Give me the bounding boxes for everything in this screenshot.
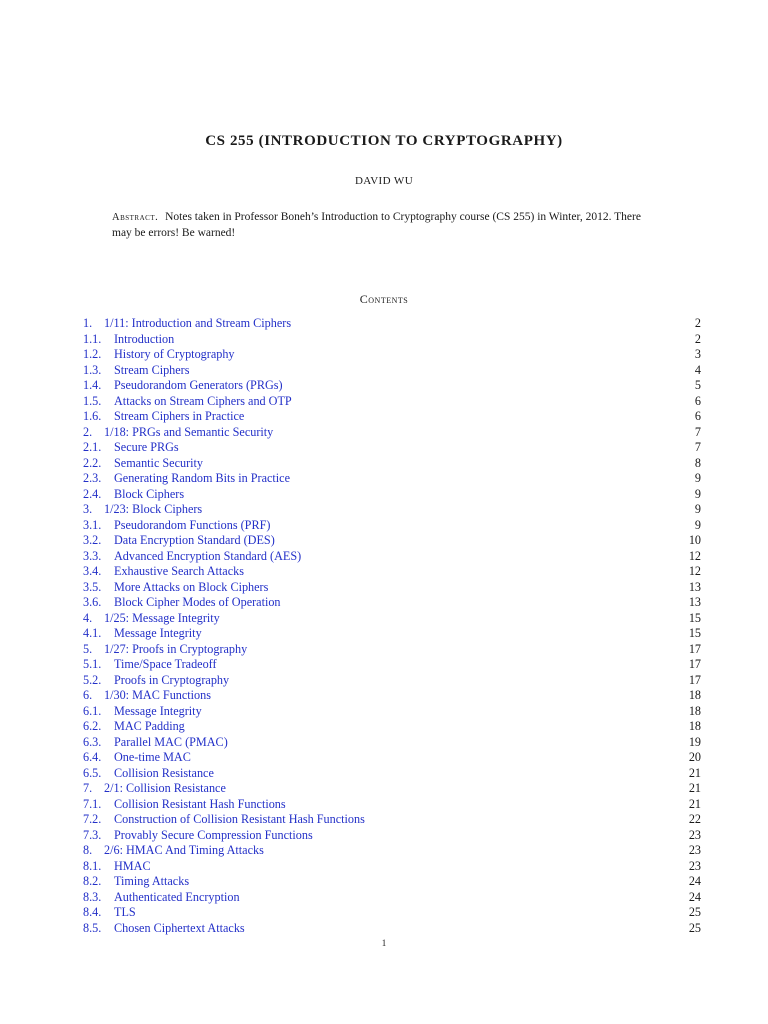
toc-entry (83, 642, 701, 658)
toc-title: One-time MAC (114, 750, 191, 764)
toc-title: 2/1: Collision Resistance (104, 781, 226, 795)
toc-entry (83, 874, 701, 890)
author-name: DAVID WU (354, 175, 414, 187)
toc-page-number: 22 (688, 812, 701, 826)
toc-page-number: 6 (694, 409, 701, 423)
toc-title: 2/6: HMAC And Timing Attacks (104, 843, 264, 857)
toc-number: 7. (83, 781, 93, 795)
toc-link[interactable] (83, 440, 179, 454)
toc-title: Proofs in Cryptography (114, 672, 230, 687)
toc-title: Timing Attacks (114, 874, 190, 888)
toc-link[interactable] (83, 409, 244, 423)
toc-page-number: 4 (694, 362, 701, 377)
toc-link[interactable] (83, 905, 136, 919)
contents-heading: Contents (359, 292, 409, 306)
toc-title: 1/25: Message Integrity (104, 610, 220, 625)
toc-link[interactable] (83, 316, 291, 330)
toc-number: 8.2. (83, 874, 102, 888)
toc-entry (83, 471, 701, 487)
toc-entry (83, 580, 701, 596)
toc-page-number: 18 (688, 719, 701, 733)
toc-page-number: 19 (688, 734, 701, 749)
toc-entry (83, 363, 701, 379)
toc-link[interactable] (83, 766, 214, 780)
toc-number: 1.4. (83, 378, 102, 392)
toc-entry (83, 750, 701, 766)
toc-number: 1.6. (83, 409, 102, 423)
toc-link[interactable] (83, 626, 202, 640)
toc-link[interactable] (83, 874, 189, 888)
toc-page-number: 23 (688, 858, 701, 873)
toc-title: Parallel MAC (PMAC) (114, 734, 228, 749)
toc-entry (83, 518, 701, 534)
toc-title: Generating Random Bits in Practice (114, 471, 290, 485)
toc-link[interactable] (83, 549, 301, 563)
toc-title: Secure PRGs (114, 440, 179, 454)
toc-page-number: 17 (688, 672, 701, 687)
toc-number: 8.3. (83, 889, 102, 904)
toc-entry (83, 425, 701, 441)
toc-link[interactable] (83, 781, 226, 795)
toc-entry (83, 409, 701, 425)
toc-page-number: 25 (688, 920, 701, 935)
toc-entry (83, 316, 701, 332)
toc-page-number: 21 (688, 796, 701, 811)
toc-entry (83, 890, 701, 906)
toc-title: More Attacks on Block Ciphers (114, 579, 269, 594)
toc-entry (83, 347, 701, 363)
toc-page-number: 9 (694, 471, 701, 485)
toc-entry (83, 673, 701, 689)
toc-page-number: 12 (688, 564, 701, 578)
toc-link[interactable] (83, 719, 185, 733)
toc-number: 2.4. (83, 486, 102, 501)
toc-title: Pseudorandom Functions (PRF) (114, 517, 271, 532)
toc-link[interactable] (83, 673, 229, 687)
toc-title: Collision Resistance (114, 765, 214, 780)
toc-number: 6. (83, 688, 93, 702)
toc-link[interactable] (83, 518, 270, 532)
toc-title: 1/18: PRGs and Semantic Security (104, 424, 274, 439)
toc-number: 7.3. (83, 827, 102, 842)
toc-entry (83, 828, 701, 844)
toc-title: Data Encryption Standard (DES) (114, 533, 275, 547)
toc-page-number: 15 (688, 610, 701, 625)
toc-title: Message Integrity (114, 703, 202, 718)
toc-link[interactable] (83, 642, 247, 656)
toc-number: 8.4. (83, 905, 102, 919)
toc-number: 5. (83, 641, 93, 656)
toc-page-number: 7 (694, 440, 701, 454)
toc-entry (83, 766, 701, 782)
toc-number: 3.3. (83, 548, 102, 563)
toc-entry (83, 533, 701, 549)
toc-number: 7.1. (83, 796, 102, 811)
toc-entry (83, 394, 701, 410)
toc-page-number: 3 (694, 347, 701, 361)
toc-entry (83, 688, 701, 704)
toc-link[interactable] (83, 921, 245, 935)
toc-page-number: 17 (688, 641, 701, 656)
toc-page-number: 21 (688, 765, 701, 780)
toc-title: Block Ciphers (114, 486, 185, 501)
toc-link[interactable] (83, 456, 203, 470)
abstract-label: Abstract. (112, 212, 159, 223)
toc-link[interactable] (83, 564, 244, 578)
toc-page-number: 5 (694, 378, 701, 392)
toc-link[interactable] (83, 595, 281, 609)
toc-link[interactable] (83, 378, 283, 392)
toc-link[interactable] (83, 487, 184, 501)
toc-entry (83, 905, 701, 921)
toc-title: 1/27: Proofs in Cryptography (104, 641, 248, 656)
toc-number: 6.5. (83, 765, 102, 780)
toc-link[interactable] (83, 533, 275, 547)
toc-entry (83, 487, 701, 503)
toc-number: 8.5. (83, 920, 102, 935)
toc-page-number: 23 (688, 843, 701, 857)
abstract-text: Notes taken in Professor Boneh’s Introduction to Cryptography course (CS 255) in Winter, 2012. There may be errors! Be warned! (112, 211, 641, 239)
toc-link[interactable] (83, 812, 365, 826)
toc-link[interactable] (83, 704, 202, 718)
toc-link[interactable] (83, 657, 217, 671)
toc-page-number: 12 (688, 548, 701, 563)
toc-page-number: 2 (694, 316, 701, 330)
toc-title: 1/23: Block Ciphers (104, 502, 203, 516)
toc-number: 1. (83, 316, 93, 330)
toc-link[interactable] (83, 611, 220, 625)
toc-page-number: 18 (688, 703, 701, 718)
toc-link[interactable] (83, 735, 228, 749)
toc-link[interactable] (83, 502, 202, 516)
toc-number: 3.4. (83, 564, 102, 578)
toc-number: 2.1. (83, 440, 102, 454)
toc-number: 2.3. (83, 471, 102, 485)
toc-number: 3.6. (83, 595, 102, 609)
toc-page-number: 8 (694, 455, 701, 470)
toc-title: Stream Ciphers (114, 362, 190, 377)
toc-entry (83, 626, 701, 642)
toc-page-number: 25 (688, 905, 701, 919)
toc-entry (83, 719, 701, 735)
toc-title: HMAC (114, 858, 151, 873)
toc-page-number: 13 (688, 595, 701, 609)
toc-title: Message Integrity (114, 626, 202, 640)
toc-page-number: 10 (688, 533, 701, 547)
toc-entry (83, 549, 701, 565)
toc-link[interactable] (83, 471, 290, 485)
toc-number: 1.3. (83, 362, 102, 377)
toc-entry (83, 611, 701, 627)
toc-number: 6.4. (83, 750, 102, 764)
toc-number: 5.1. (83, 657, 102, 671)
toc-number: 4.1. (83, 626, 102, 640)
toc-title: Pseudorandom Generators (PRGs) (114, 378, 283, 392)
toc-title: Stream Ciphers in Practice (114, 409, 245, 423)
toc-link[interactable] (83, 797, 286, 811)
toc-title: Advanced Encryption Standard (AES) (114, 548, 302, 563)
toc-entry (83, 781, 701, 797)
toc-page-number: 9 (694, 486, 701, 501)
toc-entry (83, 921, 701, 937)
toc-number: 1.1. (83, 331, 102, 346)
toc-number: 1.5. (83, 393, 102, 408)
toc-page-number: 23 (688, 827, 701, 842)
toc-title: Collision Resistant Hash Functions (114, 796, 286, 811)
toc-number: 2.2. (83, 455, 102, 470)
toc-page-number: 13 (688, 579, 701, 594)
toc-title: Construction of Collision Resistant Hash Functions (114, 812, 365, 826)
toc-page-number: 18 (688, 688, 701, 702)
toc-page-number: 15 (688, 626, 701, 640)
toc-number: 1.2. (83, 347, 102, 361)
toc-link[interactable] (83, 890, 240, 904)
toc-page-number: 9 (694, 502, 701, 516)
toc-number: 3.1. (83, 517, 102, 532)
page-number: 1 (381, 938, 387, 948)
toc-link[interactable] (83, 332, 174, 346)
toc-entry (83, 502, 701, 518)
toc-link[interactable] (83, 425, 273, 439)
toc-link[interactable] (83, 828, 313, 842)
toc-page-number: 2 (694, 331, 701, 346)
toc-title: Authenticated Encryption (114, 889, 240, 904)
toc-title: Block Cipher Modes of Operation (114, 595, 281, 609)
toc-entry (83, 595, 701, 611)
toc-number: 8. (83, 843, 93, 857)
table-of-contents (83, 316, 701, 936)
toc-page-number: 9 (694, 517, 701, 532)
toc-page-number: 6 (694, 393, 701, 408)
toc-title: Chosen Ciphertext Attacks (114, 920, 245, 935)
toc-entry (83, 704, 701, 720)
toc-page-number: 20 (688, 750, 701, 764)
toc-number: 2. (83, 424, 93, 439)
toc-page-number: 21 (688, 781, 701, 795)
toc-entry (83, 812, 701, 828)
toc-entry (83, 332, 701, 348)
toc-number: 6.3. (83, 734, 102, 749)
toc-number: 6.1. (83, 703, 102, 718)
toc-page-number: 17 (688, 657, 701, 671)
toc-link[interactable] (83, 750, 191, 764)
toc-link[interactable] (83, 363, 189, 377)
toc-entry (83, 859, 701, 875)
abstract (112, 210, 660, 240)
toc-entry (83, 797, 701, 813)
toc-number: 8.1. (83, 858, 102, 873)
toc-page-number: 24 (688, 889, 701, 904)
toc-title: 1/11: Introduction and Stream Ciphers (104, 316, 292, 330)
toc-link[interactable] (83, 859, 151, 873)
document-title: CS 255 (INTRODUCTION TO CRYPTOGRAPHY) (205, 133, 563, 149)
toc-entry (83, 657, 701, 673)
toc-entry (83, 564, 701, 580)
toc-entry (83, 843, 701, 859)
toc-title: MAC Padding (114, 719, 185, 733)
toc-title: Introduction (114, 331, 175, 346)
toc-link[interactable] (83, 580, 268, 594)
toc-link[interactable] (83, 394, 292, 408)
toc-number: 3.2. (83, 533, 102, 547)
toc-number: 7.2. (83, 812, 102, 826)
toc-entry (83, 378, 701, 394)
toc-title: Attacks on Stream Ciphers and OTP (114, 393, 292, 408)
toc-title: History of Cryptography (114, 347, 235, 361)
toc-number: 5.2. (83, 672, 102, 687)
toc-page-number: 24 (688, 874, 701, 888)
toc-title: Time/Space Tradeoff (114, 657, 217, 671)
toc-title: Semantic Security (114, 455, 204, 470)
toc-title: TLS (114, 905, 136, 919)
toc-entry (83, 440, 701, 456)
toc-link[interactable] (83, 843, 264, 857)
toc-title: Provably Secure Compression Functions (114, 827, 313, 842)
toc-title: Exhaustive Search Attacks (114, 564, 244, 578)
toc-number: 3.5. (83, 579, 102, 594)
toc-number: 3. (83, 502, 93, 516)
toc-entry (83, 735, 701, 751)
toc-number: 6.2. (83, 719, 102, 733)
toc-number: 4. (83, 610, 93, 625)
toc-link[interactable] (83, 347, 235, 361)
toc-entry (83, 456, 701, 472)
toc-page-number: 7 (694, 424, 701, 439)
toc-link[interactable] (83, 688, 211, 702)
toc-title: 1/30: MAC Functions (104, 688, 211, 702)
